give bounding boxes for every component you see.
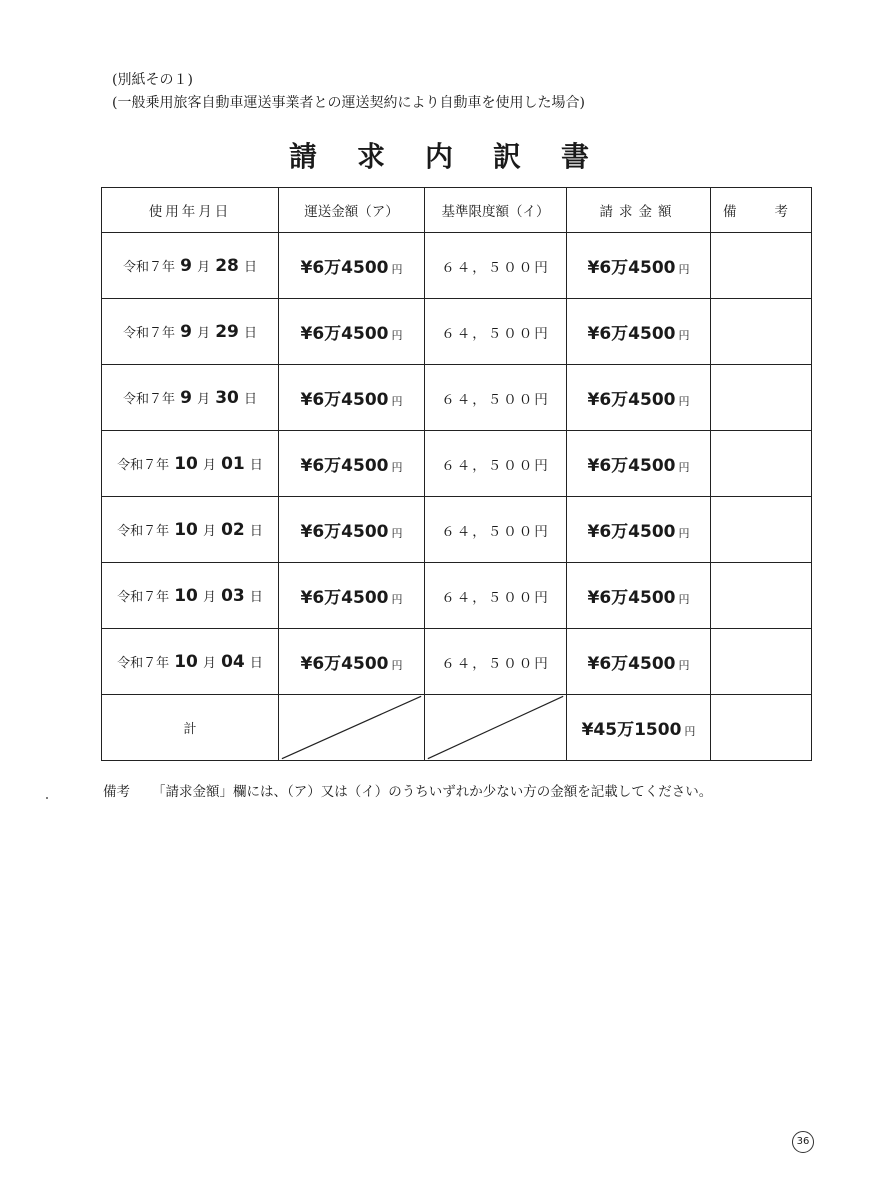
fare-cell xyxy=(279,365,425,431)
limit-cell: ６４，５００円 xyxy=(425,233,567,299)
fare-amount: ¥6万4500 xyxy=(300,390,389,410)
billing-breakdown-table xyxy=(101,187,812,761)
yen-unit: 円 xyxy=(678,395,690,408)
month-value: 10 xyxy=(174,519,198,540)
month-value: 9 xyxy=(180,321,192,342)
limit-cell: ６４，５００円 xyxy=(425,497,567,563)
remarks-cell xyxy=(711,431,812,497)
yen-unit: 円 xyxy=(391,329,403,342)
request-cell xyxy=(567,629,711,695)
fare-amount: ¥6万4500 xyxy=(300,258,389,278)
header-remarks-char-1: 備 xyxy=(723,204,737,220)
era-year: 令和７年 xyxy=(117,457,170,473)
request-amount: ¥6万4500 xyxy=(587,522,676,542)
month-value: 10 xyxy=(174,651,198,672)
month-value: 10 xyxy=(174,585,198,606)
fare-amount: ¥6万4500 xyxy=(300,456,389,476)
request-amount: ¥6万4500 xyxy=(587,324,676,344)
date-cell xyxy=(102,233,279,299)
yen-unit: 円 xyxy=(678,659,690,672)
yen-unit: 円 xyxy=(678,461,690,474)
yen-unit: 円 xyxy=(678,593,690,606)
total-request-amount: ¥45万1500 xyxy=(581,720,682,740)
day-unit: 日 xyxy=(243,259,257,275)
total-label: 計 xyxy=(102,695,279,761)
fare-total-slash-cell xyxy=(279,695,425,761)
limit-cell: ６４，５００円 xyxy=(425,365,567,431)
remarks-cell xyxy=(711,629,812,695)
limit-cell: ６４，５００円 xyxy=(425,629,567,695)
fare-cell xyxy=(279,431,425,497)
total-request-cell xyxy=(567,695,711,761)
day-value: 04 xyxy=(221,651,245,672)
day-unit: 日 xyxy=(243,391,257,407)
month-value: 9 xyxy=(180,255,192,276)
day-value: 28 xyxy=(215,255,239,276)
yen-unit: 円 xyxy=(678,329,690,342)
request-amount: ¥6万4500 xyxy=(587,654,676,674)
header-limit: 基準限度額（イ） xyxy=(425,188,567,233)
fare-cell xyxy=(279,497,425,563)
fare-amount: ¥6万4500 xyxy=(300,588,389,608)
era-year: 令和７年 xyxy=(117,523,170,539)
table-row xyxy=(102,563,812,629)
table-row xyxy=(102,629,812,695)
month-unit: 月 xyxy=(197,259,211,275)
request-cell xyxy=(567,431,711,497)
table-header-row xyxy=(102,188,812,233)
month-unit: 月 xyxy=(202,457,216,473)
day-value: 29 xyxy=(215,321,239,342)
date-cell xyxy=(102,629,279,695)
yen-unit: 円 xyxy=(391,461,403,474)
fare-cell xyxy=(279,563,425,629)
yen-unit: 円 xyxy=(391,593,403,606)
date-cell xyxy=(102,299,279,365)
request-cell xyxy=(567,497,711,563)
limit-cell: ６４，５００円 xyxy=(425,431,567,497)
fare-cell xyxy=(279,629,425,695)
yen-unit: 円 xyxy=(684,725,696,738)
footnote-text: 「請求金額」欄には、（ア）又は（イ）のうちいずれか少ない方の金額を記載してください。 xyxy=(152,784,713,800)
date-cell xyxy=(102,563,279,629)
header-remarks-char-2: 考 xyxy=(774,204,788,220)
date-cell xyxy=(102,365,279,431)
month-unit: 月 xyxy=(202,589,216,605)
date-cell xyxy=(102,431,279,497)
request-amount: ¥6万4500 xyxy=(587,588,676,608)
month-unit: 月 xyxy=(202,655,216,671)
date-cell xyxy=(102,497,279,563)
table-row xyxy=(102,299,812,365)
annex-label: (別紙その１) xyxy=(112,72,193,88)
limit-cell: ６４，５００円 xyxy=(425,563,567,629)
header-date: 使用年月日 xyxy=(102,188,279,233)
yen-unit: 円 xyxy=(391,659,403,672)
yen-unit: 円 xyxy=(391,527,403,540)
request-amount: ¥6万4500 xyxy=(587,258,676,278)
day-unit: 日 xyxy=(249,655,263,671)
diagonal-slash xyxy=(425,695,566,760)
total-row xyxy=(102,695,812,761)
fare-cell xyxy=(279,299,425,365)
month-unit: 月 xyxy=(197,325,211,341)
fare-amount: ¥6万4500 xyxy=(300,324,389,344)
footnote-label: 備考 xyxy=(103,784,130,800)
day-unit: 日 xyxy=(249,523,263,539)
table-body xyxy=(102,233,812,695)
table-row xyxy=(102,365,812,431)
day-unit: 日 xyxy=(249,589,263,605)
request-cell xyxy=(567,563,711,629)
request-cell xyxy=(567,365,711,431)
table-row xyxy=(102,233,812,299)
remarks-cell xyxy=(711,497,812,563)
yen-unit: 円 xyxy=(678,263,690,276)
day-value: 03 xyxy=(221,585,245,606)
header-fare: 運送金額（ア） xyxy=(279,188,425,233)
document-title: 請求内訳書 xyxy=(288,140,629,173)
fare-amount: ¥6万4500 xyxy=(300,654,389,674)
page-number: 36 xyxy=(792,1131,814,1153)
month-value: 10 xyxy=(174,453,198,474)
era-year: 令和７年 xyxy=(117,655,170,671)
remarks-cell xyxy=(711,563,812,629)
request-cell xyxy=(567,299,711,365)
limit-cell: ６４，５００円 xyxy=(425,299,567,365)
day-value: 30 xyxy=(215,387,239,408)
remarks-cell xyxy=(711,299,812,365)
request-amount: ¥6万4500 xyxy=(587,456,676,476)
header-request: 請求金額 xyxy=(567,188,711,233)
day-unit: 日 xyxy=(243,325,257,341)
remarks-cell xyxy=(711,233,812,299)
usage-condition-note: (一般乗用旅客自動車運送事業者との運送契約により自動車を使用した場合) xyxy=(112,95,585,111)
fare-amount: ¥6万4500 xyxy=(300,522,389,542)
era-year: 令和７年 xyxy=(123,325,176,341)
request-cell xyxy=(567,233,711,299)
month-unit: 月 xyxy=(197,391,211,407)
total-remarks-cell xyxy=(711,695,812,761)
yen-unit: 円 xyxy=(678,527,690,540)
month-value: 9 xyxy=(180,387,192,408)
footnote xyxy=(103,780,712,800)
remarks-cell xyxy=(711,365,812,431)
era-year: 令和７年 xyxy=(123,391,176,407)
yen-unit: 円 xyxy=(391,395,403,408)
day-unit: 日 xyxy=(249,457,263,473)
day-value: 01 xyxy=(221,453,245,474)
header-remarks xyxy=(711,188,812,233)
era-year: 令和７年 xyxy=(117,589,170,605)
scan-speck xyxy=(46,797,48,799)
day-value: 02 xyxy=(221,519,245,540)
request-amount: ¥6万4500 xyxy=(587,390,676,410)
yen-unit: 円 xyxy=(391,263,403,276)
fare-cell xyxy=(279,233,425,299)
table-row xyxy=(102,431,812,497)
month-unit: 月 xyxy=(202,523,216,539)
era-year: 令和７年 xyxy=(123,259,176,275)
table-row xyxy=(102,497,812,563)
diagonal-slash xyxy=(279,695,424,760)
limit-total-slash-cell xyxy=(425,695,567,761)
